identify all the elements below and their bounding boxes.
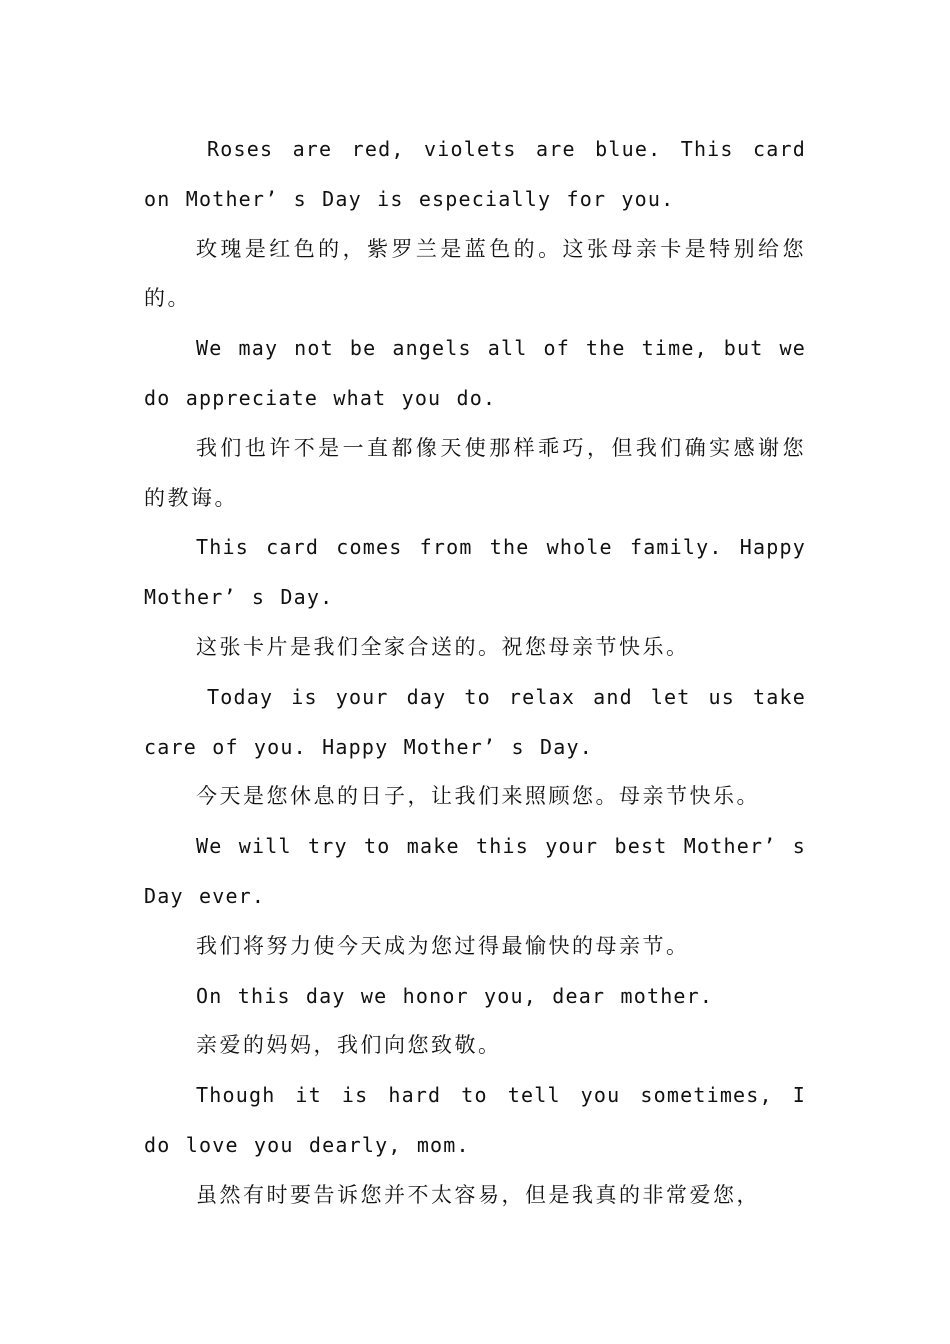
paragraph-chinese-7: 虽然有时要告诉您并不太容易，但是我真的非常爱您， — [196, 1182, 760, 1207]
paragraph-chinese-6: 亲爱的妈妈，我们向您致敬。 — [196, 1033, 502, 1058]
paragraph-chinese-3: 这张卡片是我们全家合送的。祝您母亲节快乐。 — [196, 634, 690, 659]
paragraph-english-1: Roses are red, violets are blue. This card on Mother’ s Day is especially for you. — [144, 137, 806, 211]
paragraph-english-7: Though it is hard to tell you sometimes, I do love you dearly, mom. — [144, 1083, 806, 1157]
paragraph-chinese-2: 我们也许不是一直都像天使那样乖巧，但我们确实感谢您的教诲。 — [144, 435, 806, 510]
document-body — [144, 125, 806, 1221]
paragraph-english-4: Today is your day to relax and let us take care of you. Happy Mother’ s Day. — [144, 684, 806, 759]
paragraph-chinese-5: 我们将努力使今天成为您过得最愉快的母亲节。 — [196, 933, 690, 958]
paragraph-english-6: On this day we honor you, dear mother. — [196, 983, 714, 1008]
paragraph-english-5: We will try to make this your best Mother’ s Day ever. — [144, 834, 806, 908]
paragraph-chinese-1: 玫瑰是红色的，紫罗兰是蓝色的。这张母亲卡是特别给您的。 — [144, 236, 806, 311]
paragraph-chinese-4: 今天是您休息的日子，让我们来照顾您。母亲节快乐。 — [196, 784, 760, 809]
paragraph-english-3: This card comes from the whole family. Happy Mother’ s Day. — [144, 535, 806, 610]
paragraph-english-2: We may not be angels all of the time, but we do appreciate what you do. — [144, 336, 806, 410]
